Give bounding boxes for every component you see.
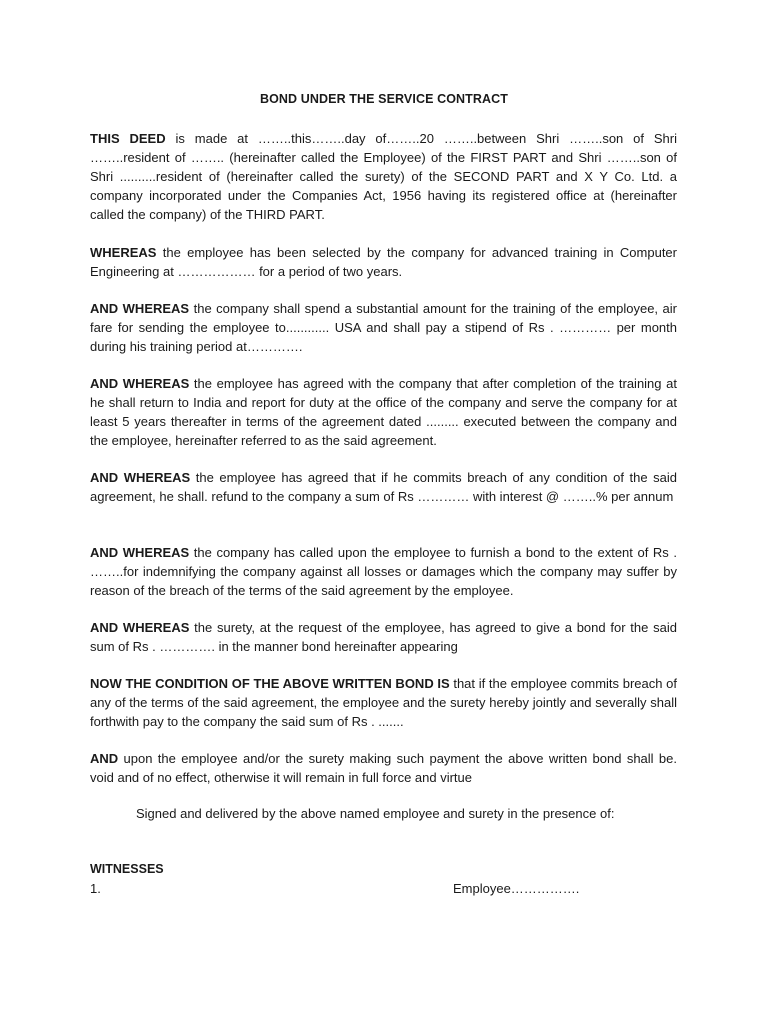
paragraph-text: upon the employee and/or the surety making such payment the above written bond shall be. void and of no effect, otherwise it will remain in full force and virtue xyxy=(90,751,677,785)
document-title: BOND UNDER THE SERVICE CONTRACT xyxy=(259,92,509,106)
paragraph-text: the company has called upon the employee to furnish a bond to the extent of Rs . ……..for indemnifying the company against all losses or damages which the company may suffer by reason of the breach of the terms of the said agreement by the employee. xyxy=(90,545,677,598)
paragraph-lead: AND WHEREAS xyxy=(90,470,191,485)
paragraph-text: is made at ……..this……..day of……..20 ……..between Shri ……..son of Shri ……..resident of …….. (hereinafter called the Employee) of the FIRST PART and Shri ……..son of Shri ..........resident of (hereinafter called the surety) of the SECOND PART and X Y Co. Ltd. a company incorporated under the Companies Act, 1956 having its registered office at (hereinafter called the company) of the THIRD PART. xyxy=(90,131,678,222)
paragraph-lead: WHEREAS xyxy=(90,245,157,260)
paragraph-and-whereas-refund xyxy=(90,468,677,506)
paragraph-and-whereas-training xyxy=(90,299,677,356)
paragraph-whereas xyxy=(90,243,677,281)
paragraph-lead: AND WHEREAS xyxy=(90,301,190,316)
paragraph-lead: NOW THE CONDITION OF THE ABOVE WRITTEN BOND IS xyxy=(90,676,450,691)
paragraph-text: the employee has been selected by the company for advanced training in Computer Engineering at ……………… for a period of two years. xyxy=(90,245,677,279)
paragraph-text: the employee has agreed with the company that after completion of the training at he shall return to India and report for duty at the office of the company and serve the company for at least 5 years thereafter in terms of the agreement dated ......... executed between the company and the employee, hereinafter referred to as the said agreement. xyxy=(90,376,677,448)
paragraph-and-whereas-bond xyxy=(90,543,677,600)
paragraph-text: the surety, at the request of the employee, has agreed to give a bond for the said sum of Rs . …………. in the manner bond hereinafter appearing xyxy=(90,620,677,654)
witnesses-heading: WITNESSES xyxy=(90,862,164,876)
paragraph-lead: AND WHEREAS xyxy=(90,545,190,560)
paragraph-and-whereas-surety xyxy=(90,618,677,656)
paragraph-this-deed xyxy=(90,129,677,224)
paragraph-lead: THIS DEED xyxy=(90,131,166,146)
paragraph-lead: AND WHEREAS xyxy=(90,620,190,635)
paragraph-text: that if the employee commits breach of any of the terms of the said agreement, the employee and the surety hereby jointly and severally shall forthwith pay to the company the said sum of Rs . ....... xyxy=(90,676,677,729)
signed-delivered-text: Signed and delivered by the above named employee and surety in the presence of: xyxy=(136,806,615,821)
paragraph-condition xyxy=(90,674,677,731)
paragraph-text: the company shall spend a substantial amount for the training of the employee, air fare for sending the employee to............ USA and shall pay a stipend of Rs . ………… per month during his training period at…………. xyxy=(90,301,677,354)
paragraph-and-payment xyxy=(90,749,677,787)
employee-signature-line: Employee……………. xyxy=(453,881,580,896)
witness-number: 1. xyxy=(90,881,101,896)
paragraph-lead: AND xyxy=(90,751,119,766)
paragraph-lead: AND WHEREAS xyxy=(90,376,190,391)
paragraph-and-whereas-return xyxy=(90,374,677,450)
paragraph-text: the employee has agreed that if he commits breach of any condition of the said agreement, he shall. refund to the company a sum of Rs ………… with interest @ ……..% per annum xyxy=(90,470,677,504)
